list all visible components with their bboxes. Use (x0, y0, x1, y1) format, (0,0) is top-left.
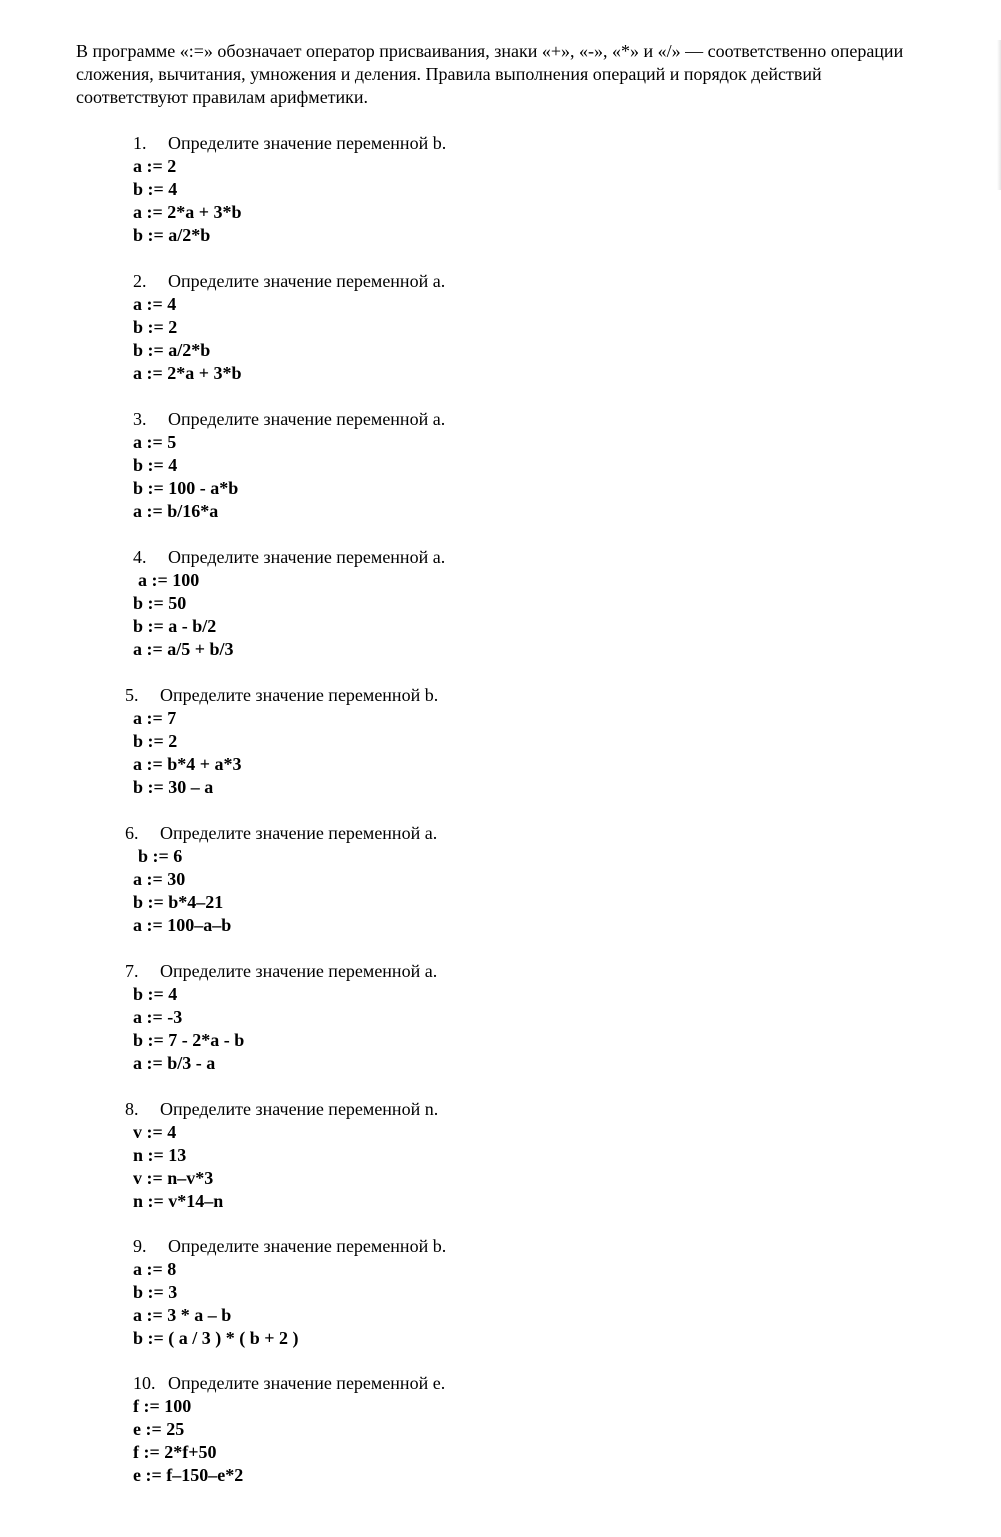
task-number: 7. (125, 961, 139, 981)
task-question (125, 960, 437, 983)
task-question-text: Определите значение переменной a. (160, 961, 438, 981)
task-number: 2. (133, 271, 147, 291)
code-line: a := 7 (133, 708, 177, 728)
task-question-text: Определите значение переменной b. (160, 685, 439, 705)
code-line: b := 6 (138, 846, 183, 866)
code-line: v := n–v*3 (133, 1168, 214, 1188)
task-number: 4. (133, 547, 147, 567)
task-question-text: Определите значение переменной a. (168, 547, 446, 567)
code-line: b := 50 (133, 593, 187, 613)
task-number: 9. (133, 1236, 147, 1256)
task-question (133, 270, 445, 293)
task-number: 10. (133, 1373, 156, 1393)
code-line: b := 4 (133, 179, 178, 199)
task-7 (125, 960, 437, 1075)
task-number: 8. (125, 1099, 139, 1119)
code-line: b := b*4–21 (133, 892, 224, 912)
code-line: b := a - b/2 (133, 616, 217, 636)
code-line: b := 2 (133, 317, 178, 337)
code-line: a := 2*a + 3*b (133, 363, 242, 383)
code-line: v := 4 (133, 1122, 177, 1142)
task-question-text: Определите значение переменной a. (168, 271, 446, 291)
intro-line: соответствуют правилам арифметики. (76, 87, 369, 107)
task-question (133, 1372, 445, 1395)
task-question (133, 546, 445, 569)
code-line: b := a/2*b (133, 340, 211, 360)
code-line: a := 3 * a – b (133, 1305, 232, 1325)
task-question (133, 408, 445, 431)
task-question-text: Определите значение переменной a. (168, 409, 446, 429)
task-3 (133, 408, 445, 523)
code-line: f := 100 (133, 1396, 192, 1416)
code-line: a := 2 (133, 156, 177, 176)
code-line: f := 2*f+50 (133, 1442, 217, 1462)
code-line: a := 100 (138, 570, 200, 590)
task-6 (125, 822, 437, 937)
task-question (125, 684, 438, 707)
code-line: a := b/3 - a (133, 1053, 216, 1073)
task-question (133, 132, 446, 155)
code-line: a := 8 (133, 1259, 177, 1279)
task-9 (133, 1235, 446, 1350)
code-line: a := 100–a–b (133, 915, 232, 935)
task-question-text: Определите значение переменной a. (160, 823, 438, 843)
task-question (125, 822, 437, 845)
code-line: b := 4 (133, 455, 178, 475)
code-line: a := 30 (133, 869, 186, 889)
page-edge-shadow (997, 40, 1001, 190)
code-line: b := 7 - 2*a - b (133, 1030, 245, 1050)
code-line: b := 2 (133, 731, 178, 751)
code-line: a := 4 (133, 294, 177, 314)
task-number: 1. (133, 133, 147, 153)
code-line: b := a/2*b (133, 225, 211, 245)
task-8 (125, 1098, 438, 1213)
task-question (125, 1098, 438, 1121)
task-5 (125, 684, 438, 799)
code-line: a := 5 (133, 432, 177, 452)
intro-line: сложения, вычитания, умножения и деления. Правила выполнения операций и порядок действий (76, 64, 822, 84)
code-line: e := f–150–e*2 (133, 1465, 244, 1485)
task-2 (133, 270, 445, 385)
task-question-text: Определите значение переменной n. (160, 1099, 439, 1119)
code-line: a := b*4 + a*3 (133, 754, 242, 774)
code-line: e := 25 (133, 1419, 185, 1439)
code-line: b := 3 (133, 1282, 178, 1302)
code-line: a := b/16*a (133, 501, 219, 521)
task-number: 5. (125, 685, 139, 705)
code-line: a := -3 (133, 1007, 183, 1027)
code-line: n := 13 (133, 1145, 187, 1165)
code-line: b := 100 - a*b (133, 478, 239, 498)
code-line: b := 30 – a (133, 777, 214, 797)
code-line: n := v*14–n (133, 1191, 224, 1211)
task-10 (133, 1372, 445, 1487)
code-line: b := 4 (133, 984, 178, 1004)
code-line: a := a/5 + b/3 (133, 639, 234, 659)
intro-paragraph (76, 40, 1001, 109)
task-question-text: Определите значение переменной b. (168, 133, 447, 153)
task-4 (133, 546, 445, 661)
intro-line: В программе «:=» обозначает оператор присваивания, знаки «+», «-», «*» и «/» — соответственно операции (76, 41, 904, 61)
task-question (133, 1235, 446, 1258)
task-1 (133, 132, 446, 247)
code-line: a := 2*a + 3*b (133, 202, 242, 222)
task-question-text: Определите значение переменной e. (168, 1373, 446, 1393)
task-question-text: Определите значение переменной b. (168, 1236, 447, 1256)
task-number: 3. (133, 409, 147, 429)
code-line: b := ( a / 3 ) * ( b + 2 ) (133, 1328, 299, 1348)
task-number: 6. (125, 823, 139, 843)
